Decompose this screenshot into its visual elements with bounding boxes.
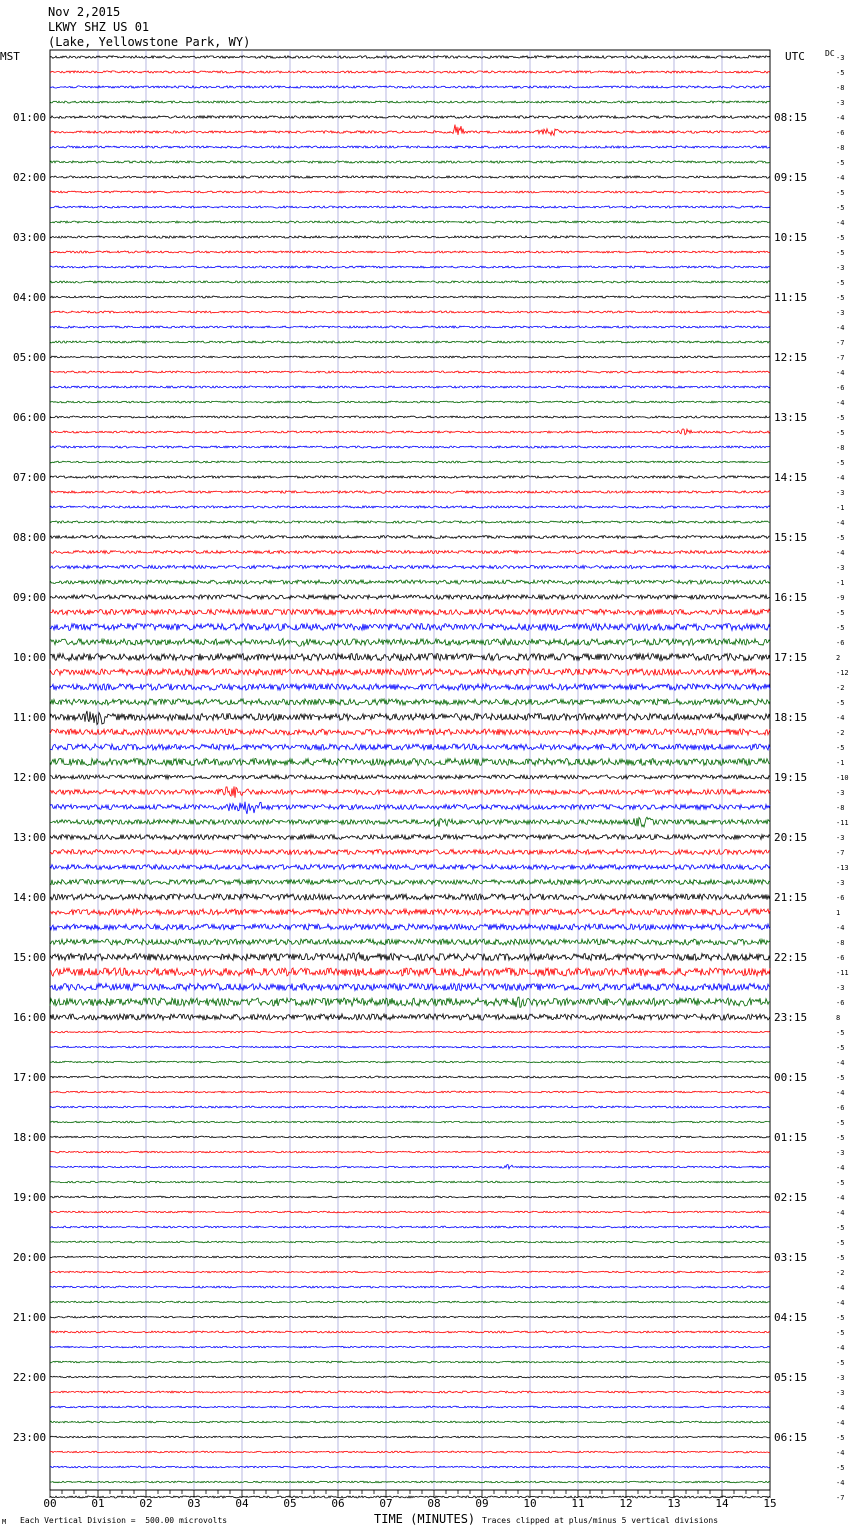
seismic-trace (50, 221, 770, 223)
dc-offset-label: -4 (836, 219, 845, 227)
dc-offset-label: -6 (836, 1104, 845, 1112)
mst-hour-label: 14:00 (13, 891, 47, 904)
seismic-trace (50, 580, 770, 584)
seismic-trace (50, 1181, 770, 1183)
dc-offset-label: -5 (836, 1179, 845, 1187)
dc-offset-label: -5 (836, 1254, 845, 1262)
dc-offset-label: -5 (836, 1359, 845, 1367)
seismic-trace (50, 476, 770, 478)
seismic-trace (50, 1481, 770, 1483)
seismic-trace (50, 775, 770, 779)
utc-hour-label: 14:15 (774, 471, 808, 484)
dc-offset-label: -4 (836, 1209, 845, 1217)
dc-offset-label: -6 (836, 999, 845, 1007)
seismic-trace (50, 506, 770, 508)
dc-offset-label: -4 (836, 1344, 845, 1352)
dc-offset-label: -8 (836, 804, 845, 812)
dc-offset-label: -4 (836, 924, 845, 932)
dc-offset-label: -6 (836, 129, 845, 137)
seismic-trace (50, 1361, 770, 1363)
seismic-trace (50, 1271, 770, 1273)
x-tick-label: 15 (763, 1497, 777, 1510)
seismic-trace (50, 711, 770, 725)
dc-offset-label: -2 (836, 684, 845, 692)
seismic-trace (50, 1451, 770, 1453)
seismic-trace (50, 1226, 770, 1228)
utc-hour-label: 13:15 (774, 411, 808, 424)
x-tick-label: 14 (715, 1497, 729, 1510)
seismic-trace (50, 1241, 770, 1243)
mst-hour-label: 04:00 (13, 291, 47, 304)
x-tick-label: 11 (571, 1497, 585, 1510)
mst-hour-label: 11:00 (13, 711, 47, 724)
scale-note: Each Vertical Division = 500.00 microvolts (20, 1516, 228, 1525)
seismic-trace (50, 326, 770, 328)
dc-offset-label: -4 (836, 174, 845, 182)
dc-offset-label: -8 (836, 84, 845, 92)
dc-offset-label: -5 (836, 1314, 845, 1322)
seismic-trace (50, 880, 770, 885)
x-tick-label: 00 (43, 1497, 57, 1510)
dc-offset-label: -5 (836, 189, 845, 197)
seismic-trace (50, 1121, 770, 1123)
utc-hour-label: 20:15 (774, 831, 808, 844)
seismic-trace (50, 551, 770, 554)
dc-offset-label: -4 (836, 1449, 845, 1457)
dc-offset-label: -3 (836, 54, 845, 62)
dc-offset-label: -3 (836, 984, 845, 992)
mst-hour-label: 01:00 (13, 111, 47, 124)
seismic-trace (50, 1256, 770, 1258)
dc-offset-label: -4 (836, 399, 845, 407)
seismic-trace (50, 266, 770, 268)
dc-offset-label: -5 (836, 204, 845, 212)
seismic-trace (50, 624, 770, 631)
seismic-trace (50, 176, 770, 178)
dc-offset-label: -6 (836, 954, 845, 962)
seismic-trace (50, 101, 770, 103)
station-location: (Lake, Yellowstone Park, WY) (48, 35, 251, 49)
seismic-trace (50, 1466, 770, 1468)
seismic-trace (50, 1136, 770, 1138)
seismic-trace (50, 125, 770, 136)
seismic-trace (50, 251, 770, 253)
dc-offset-label: -3 (836, 1374, 845, 1382)
dc-offset-label: -5 (836, 1434, 845, 1442)
dc-offset-label: -4 (836, 714, 845, 722)
dc-offset-label: -4 (836, 324, 845, 332)
dc-offset-label: -4 (836, 369, 845, 377)
dc-offset-label: -4 (836, 1059, 845, 1067)
seismic-trace (50, 984, 770, 991)
seismic-trace (50, 1406, 770, 1408)
mst-hour-label: 08:00 (13, 531, 47, 544)
dc-offset-label: -3 (836, 99, 845, 107)
dc-offset-label: -1 (836, 579, 845, 587)
mst-hour-label: 09:00 (13, 591, 47, 604)
x-axis-title: TIME (MINUTES) (374, 1512, 476, 1526)
seismic-trace (50, 491, 770, 493)
dc-offset-label: -2 (836, 1269, 845, 1277)
seismic-trace (50, 865, 770, 870)
seismic-trace (50, 817, 770, 827)
seismic-trace (50, 1211, 770, 1213)
utc-hour-label: 00:15 (774, 1071, 808, 1084)
mst-hour-label: 03:00 (13, 231, 47, 244)
x-tick-label: 08 (427, 1497, 441, 1510)
dc-offset-label: -13 (836, 864, 849, 872)
seismic-trace (50, 1165, 770, 1169)
mst-hour-label: 19:00 (13, 1191, 47, 1204)
dc-label: DC (825, 49, 835, 58)
seismic-trace (50, 356, 770, 358)
x-tick-label: 01 (91, 1497, 105, 1510)
seismic-trace (50, 429, 770, 435)
seismic-trace (50, 371, 770, 373)
dc-offset-label: -4 (836, 114, 845, 122)
dc-offset-label: -11 (836, 819, 849, 827)
dc-offset-label: -5 (836, 1134, 845, 1142)
seismic-trace (50, 1031, 770, 1033)
dc-offset-label: -6 (836, 639, 845, 647)
mst-hour-label: 02:00 (13, 171, 47, 184)
seismic-trace (50, 1316, 770, 1318)
utc-hour-label: 10:15 (774, 231, 808, 244)
dc-offset-label: -4 (836, 474, 845, 482)
seismic-trace (50, 536, 770, 539)
dc-offset-label: -5 (836, 459, 845, 467)
seismic-trace (50, 729, 770, 735)
dc-offset-label: -5 (836, 744, 845, 752)
dc-offset-label: -5 (836, 279, 845, 287)
dc-offset-label: -5 (836, 624, 845, 632)
seismic-trace (50, 744, 770, 750)
seismic-trace (50, 997, 770, 1007)
seismic-trace (50, 446, 770, 448)
dc-offset-label: -2 (836, 729, 845, 737)
dc-offset-label: -5 (836, 294, 845, 302)
dc-offset-label: -3 (836, 264, 845, 272)
seismic-trace (50, 191, 770, 193)
dc-offset-label: -6 (836, 894, 845, 902)
dc-offset-label: -5 (836, 234, 845, 242)
dc-offset-label: -5 (836, 1239, 845, 1247)
mst-hour-label: 12:00 (13, 771, 47, 784)
seismic-trace (50, 1046, 770, 1048)
right-timezone-label: UTC (785, 50, 805, 63)
seismic-trace (50, 1331, 770, 1333)
dc-offset-label: -5 (836, 159, 845, 167)
dc-offset-label: -5 (836, 1029, 845, 1037)
seismic-trace (50, 1286, 770, 1288)
dc-offset-label: 1 (836, 909, 841, 917)
utc-hour-label: 06:15 (774, 1431, 808, 1444)
dc-offset-label: -3 (836, 564, 845, 572)
seismic-trace (50, 609, 770, 615)
seismic-trace (50, 1436, 770, 1438)
dc-offset-label: -4 (836, 1164, 845, 1172)
dc-offset-label: -5 (836, 1329, 845, 1337)
x-tick-label: 12 (619, 1497, 633, 1510)
seismic-trace (50, 786, 770, 797)
utc-hour-label: 01:15 (774, 1131, 808, 1144)
utc-hour-label: 09:15 (774, 171, 808, 184)
dc-offset-label: -5 (836, 1224, 845, 1232)
dc-offset-label: -6 (836, 384, 845, 392)
seismic-trace (50, 953, 770, 961)
seismic-trace (50, 401, 770, 403)
dc-offset-label: -5 (836, 609, 845, 617)
dc-offset-label: -10 (836, 774, 849, 782)
dc-offset-label: -4 (836, 519, 845, 527)
dc-offset-label: -5 (836, 249, 845, 257)
seismic-trace (50, 1151, 770, 1153)
seismic-trace (50, 669, 770, 675)
dc-offset-label: -3 (836, 489, 845, 497)
dc-offset-label: -7 (836, 1494, 845, 1502)
utc-hour-label: 12:15 (774, 351, 808, 364)
mst-hour-label: 22:00 (13, 1371, 47, 1384)
dc-offset-label: -3 (836, 1389, 845, 1397)
seismic-trace (50, 1091, 770, 1093)
seismic-trace (50, 894, 770, 900)
seismic-trace (50, 835, 770, 840)
utc-hour-label: 16:15 (774, 591, 808, 604)
dc-offset-label: -8 (836, 444, 845, 452)
mst-hour-label: 05:00 (13, 351, 47, 364)
utc-hour-label: 17:15 (774, 651, 808, 664)
mst-hour-label: 17:00 (13, 1071, 47, 1084)
dc-offset-label: -4 (836, 549, 845, 557)
seismic-trace (50, 116, 770, 119)
seismic-trace (50, 1496, 770, 1498)
seismic-trace (50, 924, 770, 930)
utc-hour-label: 02:15 (774, 1191, 808, 1204)
dc-offset-label: -3 (836, 309, 845, 317)
dc-offset-label: -4 (836, 1284, 845, 1292)
seismic-trace (50, 461, 770, 463)
seismic-trace (50, 654, 770, 661)
dc-offset-label: -4 (836, 1089, 845, 1097)
x-tick-label: 04 (235, 1497, 249, 1510)
utc-hour-label: 19:15 (774, 771, 808, 784)
seismic-trace (50, 1391, 770, 1393)
dc-offset-label: -4 (836, 1404, 845, 1412)
x-tick-label: 05 (283, 1497, 297, 1510)
seismic-trace (50, 968, 770, 976)
dc-offset-label: -5 (836, 534, 845, 542)
dc-offset-label: -3 (836, 879, 845, 887)
dc-offset-label: -9 (836, 594, 845, 602)
utc-hour-label: 23:15 (774, 1011, 808, 1024)
seismic-trace (50, 1376, 770, 1378)
dc-offset-label: -1 (836, 759, 845, 767)
seismic-trace (50, 1106, 770, 1108)
seismic-trace (50, 161, 770, 163)
seismic-trace (50, 416, 770, 418)
dc-offset-label: -4 (836, 1194, 845, 1202)
mst-hour-label: 21:00 (13, 1311, 47, 1324)
x-tick-label: 03 (187, 1497, 201, 1510)
dc-offset-label: -8 (836, 144, 845, 152)
mst-hour-label: 07:00 (13, 471, 47, 484)
dc-offset-label: -1 (836, 504, 845, 512)
seismic-trace (50, 281, 770, 283)
plot-date: Nov 2,2015 (48, 5, 121, 19)
dc-offset-label: -3 (836, 789, 845, 797)
dc-offset-label: -7 (836, 354, 845, 362)
x-tick-label: 13 (667, 1497, 681, 1510)
seismic-trace (50, 684, 770, 690)
utc-hour-label: 08:15 (774, 111, 808, 124)
seismic-trace (50, 1196, 770, 1198)
seismic-trace (50, 909, 770, 915)
seismic-trace (50, 802, 770, 814)
dc-offset-label: -7 (836, 849, 845, 857)
dc-offset-label: -5 (836, 1464, 845, 1472)
seismic-trace (50, 1421, 770, 1423)
dc-offset-label: -3 (836, 834, 845, 842)
seismic-trace (50, 206, 770, 208)
seismic-trace (50, 939, 770, 945)
clip-note: Traces clipped at plus/minus 5 vertical divisions (482, 1516, 719, 1525)
x-tick-label: 10 (523, 1497, 537, 1510)
seismic-trace (50, 850, 770, 855)
dc-offset-label: -12 (836, 669, 849, 677)
plot-frame (50, 50, 770, 1490)
dc-offset-label: -5 (836, 69, 845, 77)
x-tick-label: 02 (139, 1497, 153, 1510)
left-timezone-label: MST (0, 50, 20, 63)
seismic-trace (50, 1346, 770, 1348)
dc-offset-label: 8 (836, 1014, 841, 1022)
seismic-trace (50, 699, 770, 705)
x-tick-label: 09 (475, 1497, 489, 1510)
utc-hour-label: 22:15 (774, 951, 808, 964)
dc-offset-label: 2 (836, 654, 841, 662)
dc-offset-label: -5 (836, 699, 845, 707)
dc-offset-label: -5 (836, 1074, 845, 1082)
seismic-trace (50, 759, 770, 766)
seismic-trace (50, 1301, 770, 1303)
seismic-trace (50, 86, 770, 88)
dc-offset-label: -5 (836, 414, 845, 422)
mst-hour-label: 23:00 (13, 1431, 47, 1444)
utc-hour-label: 03:15 (774, 1251, 808, 1264)
seismic-trace (50, 146, 770, 148)
mst-hour-label: 20:00 (13, 1251, 47, 1264)
mst-hour-label: 16:00 (13, 1011, 47, 1024)
dc-offset-label: -4 (836, 1479, 845, 1487)
dc-offset-label: -5 (836, 429, 845, 437)
mst-hour-label: 18:00 (13, 1131, 47, 1144)
utc-hour-label: 21:15 (774, 891, 808, 904)
seismic-trace (50, 296, 770, 298)
seismic-trace (50, 56, 770, 59)
seismic-trace (50, 236, 770, 238)
station-code: LKWY SHZ US 01 (48, 20, 150, 34)
mst-hour-label: 15:00 (13, 951, 47, 964)
seismic-trace (50, 1014, 770, 1020)
seismic-trace (50, 386, 770, 388)
seismic-trace (50, 595, 770, 599)
dc-offset-label: -5 (836, 1119, 845, 1127)
dc-offset-label: -5 (836, 1044, 845, 1052)
dc-offset-label: -3 (836, 1149, 845, 1157)
logo-mark: M (2, 1518, 7, 1526)
seismic-trace (50, 1076, 770, 1078)
seismic-trace (50, 311, 770, 313)
utc-hour-label: 05:15 (774, 1371, 808, 1384)
seismic-trace (50, 565, 770, 568)
mst-hour-label: 06:00 (13, 411, 47, 424)
dc-offset-label: -4 (836, 1299, 845, 1307)
seismic-trace (50, 521, 770, 523)
seismic-trace (50, 1061, 770, 1063)
x-tick-label: 07 (379, 1497, 393, 1510)
seismic-trace (50, 341, 770, 343)
seismic-trace (50, 71, 770, 73)
dc-offset-label: -7 (836, 339, 845, 347)
dc-offset-label: -4 (836, 1419, 845, 1427)
dc-offset-label: -8 (836, 939, 845, 947)
utc-hour-label: 18:15 (774, 711, 808, 724)
mst-hour-label: 10:00 (13, 651, 47, 664)
x-tick-label: 06 (331, 1497, 345, 1510)
utc-hour-label: 04:15 (774, 1311, 808, 1324)
utc-hour-label: 11:15 (774, 291, 808, 304)
utc-hour-label: 15:15 (774, 531, 808, 544)
seismic-trace (50, 639, 770, 647)
dc-offset-label: -11 (836, 969, 849, 977)
mst-hour-label: 13:00 (13, 831, 47, 844)
